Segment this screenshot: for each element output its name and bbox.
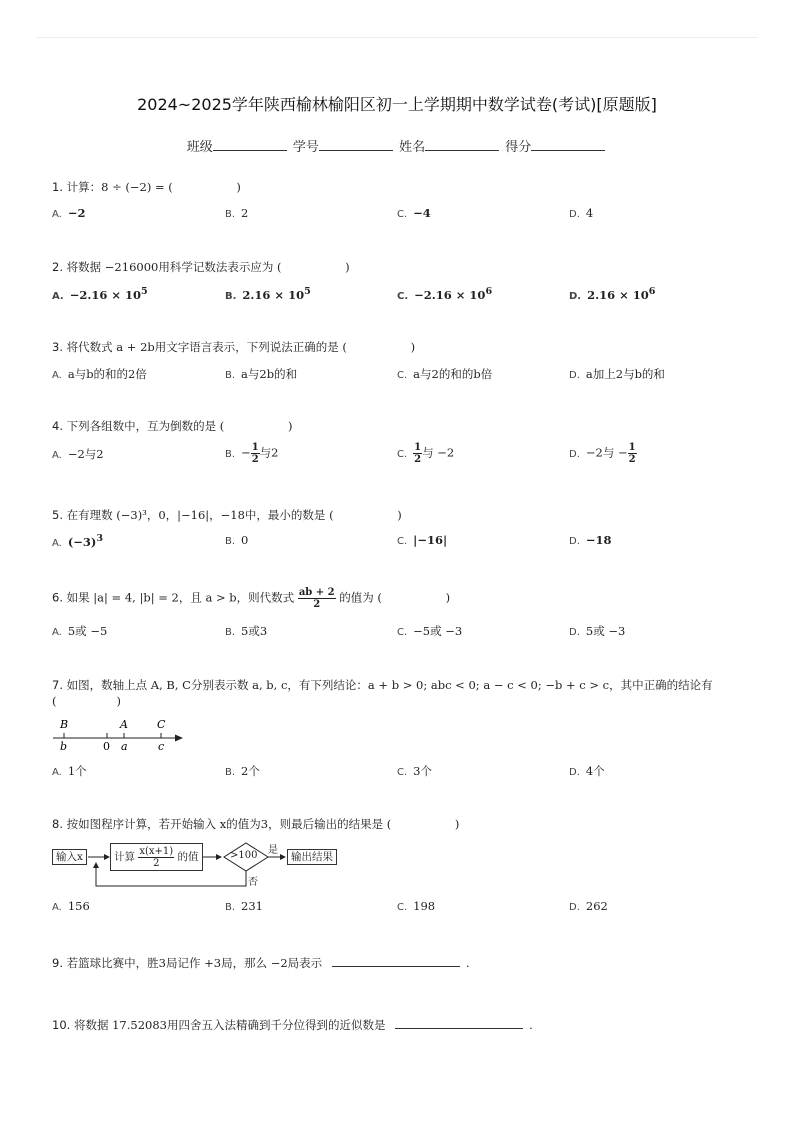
option-a[interactable]: A. $(-3)^3$: [52, 533, 104, 549]
question-stem: 按如图程序计算，若开始输入 x的值为3，则最后输出的结果是 (: [66, 817, 392, 831]
option-a[interactable]: A. 1个: [52, 764, 87, 778]
question-stem: 将代数式 a + 2b用文字语言表示，下列说法正确的是 (: [66, 340, 347, 354]
question-5: 5. 在有理数 (−3)³，0，|−16|，−18中，最小的数是 ( ): [52, 508, 402, 522]
option-c[interactable]: C. −5或 −3: [397, 624, 463, 638]
option-c[interactable]: C. 198: [397, 899, 436, 913]
options-7: [52, 763, 752, 783]
options-8: [52, 899, 752, 919]
option-a[interactable]: A. 5或 −5: [52, 624, 108, 638]
option-b[interactable]: B. a与2b的和: [225, 367, 298, 381]
option-d[interactable]: D. 4个: [569, 764, 605, 778]
arrow-head: [175, 735, 183, 742]
option-d[interactable]: D. −2与 − $\frac{1}{2}$: [569, 442, 636, 465]
option-d[interactable]: D. 5或 −3: [569, 624, 626, 638]
option-c[interactable]: C. $-2.16 \times 10^6$: [397, 286, 493, 302]
top-divider: [36, 37, 758, 38]
number-line-figure: [50, 716, 190, 754]
score-label: 得分: [505, 140, 532, 155]
option-d[interactable]: D. 4: [569, 206, 594, 220]
arrow-head: [280, 854, 286, 860]
point-label-b: B: [60, 718, 69, 731]
score-blank[interactable]: [531, 138, 605, 151]
option-b[interactable]: B. 231: [225, 899, 263, 913]
question-stem: 在有理数 (−3)³，0，|−16|，−18中，最小的数是 (: [66, 508, 334, 522]
question-1: 1. 计算：8 ÷ (−2) = ( ): [52, 180, 241, 194]
id-label: 学号: [292, 140, 319, 155]
options-2: [52, 286, 752, 306]
question-stem: 计算：8 ÷ (−2) = (: [66, 180, 173, 194]
option-a[interactable]: A. a与b的和的2倍: [52, 367, 147, 381]
options-1: [52, 206, 752, 226]
option-b[interactable]: B. 2: [225, 206, 249, 220]
student-info-row: [0, 136, 794, 155]
option-c[interactable]: C. 3个: [397, 764, 432, 778]
arrow-head: [93, 862, 99, 868]
options-3: [52, 366, 752, 386]
value-label-b: b: [60, 740, 68, 753]
option-c[interactable]: C. −4: [397, 206, 431, 220]
id-blank[interactable]: [319, 138, 393, 151]
calc-box: 计算 $\frac{x(x+1)}{2}$ 的值: [110, 843, 203, 871]
page-title: 2024~2025学年陕西榆林榆阳区初一上学期期中数学试卷(考试)[原题版]: [137, 95, 657, 114]
name-blank[interactable]: [425, 138, 499, 151]
option-d[interactable]: D. a加上2与b的和: [569, 367, 665, 381]
options-5: [52, 533, 752, 553]
question-3: 3. 将代数式 a + 2b用文字语言表示，下列说法正确的是 ( ): [52, 340, 416, 354]
question-8: 8. 按如图程序计算，若开始输入 x的值为3，则最后输出的结果是 ( ): [52, 817, 460, 831]
value-label-0: 0: [103, 740, 110, 753]
answer-blank[interactable]: [395, 1016, 523, 1029]
name-label: 姓名: [399, 140, 426, 155]
question-stem: 将数据 17.52083用四舍五入法精确到千分位得到的近似数是: [73, 1018, 386, 1032]
condition-label: >100: [230, 850, 258, 861]
option-c[interactable]: C. a与2的和的b倍: [397, 367, 493, 381]
options-4: [52, 442, 752, 472]
option-b[interactable]: B. $2.16 \times 10^5$: [225, 286, 311, 302]
option-b[interactable]: B. 0: [225, 533, 249, 547]
point-label-a: A: [120, 718, 128, 731]
question-stem: 如果 |a| = 4, |b| = 2，且 a > b，则代数式: [66, 590, 295, 605]
question-stem: 若篮球比赛中，胜3局记作 +3局，那么 −2局表示: [66, 956, 323, 970]
arrow-head: [216, 854, 222, 860]
yes-label: 是: [268, 845, 278, 856]
option-a[interactable]: A. −2与2: [52, 447, 104, 461]
option-c[interactable]: C. $\frac{1}{2}$ 与 −2: [397, 442, 455, 465]
value-label-a: a: [121, 740, 128, 753]
point-label-c: C: [157, 718, 166, 731]
option-b[interactable]: B. 5或3: [225, 624, 268, 638]
options-6: [52, 623, 752, 643]
option-b[interactable]: B. 2个: [225, 764, 260, 778]
option-d[interactable]: D. 262: [569, 899, 608, 913]
class-blank[interactable]: [213, 138, 287, 151]
option-d[interactable]: D. −18: [569, 533, 612, 547]
option-a[interactable]: A. $-2.16 \times 10^5$: [52, 286, 148, 302]
answer-blank[interactable]: [332, 954, 460, 967]
question-7: 7. 如图，数轴上点 A, B, C分别表示数 a, b, c，有下列结论：a + b > 0; abc < 0; a − c < 0; −b + c > c，其中正确的结论有 ( ): [52, 678, 713, 708]
option-a[interactable]: A. −2: [52, 206, 86, 220]
class-label: 班级: [186, 140, 213, 155]
question-10: 10. 将数据 17.52083用四舍五入法精确到千分位得到的近似数是 .: [52, 1018, 533, 1032]
question-4: 4. 下列各组数中，互为倒数的是 ( ): [52, 419, 293, 433]
question-stem: 如图，数轴上点 A, B, C分别表示数 a, b, c，有下列结论：a + b > 0; abc < 0; a − c < 0; −b + c > c，其中正确的结论有: [66, 678, 713, 692]
question-stem: 将数据 −216000用科学记数法表示应为 (: [66, 260, 282, 274]
question-stem: 下列各组数中，互为倒数的是 (: [66, 419, 225, 433]
question-2: 2. 将数据 −216000用科学记数法表示应为 ( ): [52, 260, 350, 274]
flowchart: [50, 840, 350, 890]
output-box: 输出结果: [287, 849, 337, 865]
option-c[interactable]: C. |−16|: [397, 533, 448, 547]
option-d[interactable]: D. $2.16 \times 10^6$: [569, 286, 656, 302]
value-label-c: c: [158, 740, 165, 753]
option-a[interactable]: A. 156: [52, 899, 90, 913]
no-label: 否: [248, 877, 258, 888]
fraction: $\frac{ab + 2}{2}$: [298, 587, 335, 610]
question-6: 6. 如果 |a| = 4, |b| = 2，且 a > b，则代数式 $\frac{ab + 2}{2}$ 的值为 ( ): [52, 587, 451, 610]
option-b[interactable]: B. − $\frac{1}{2}$ 与2: [225, 442, 279, 465]
input-box: 输入x: [52, 849, 87, 865]
question-9: 9. 若篮球比赛中，胜3局记作 +3局，那么 −2局表示 .: [52, 956, 470, 970]
